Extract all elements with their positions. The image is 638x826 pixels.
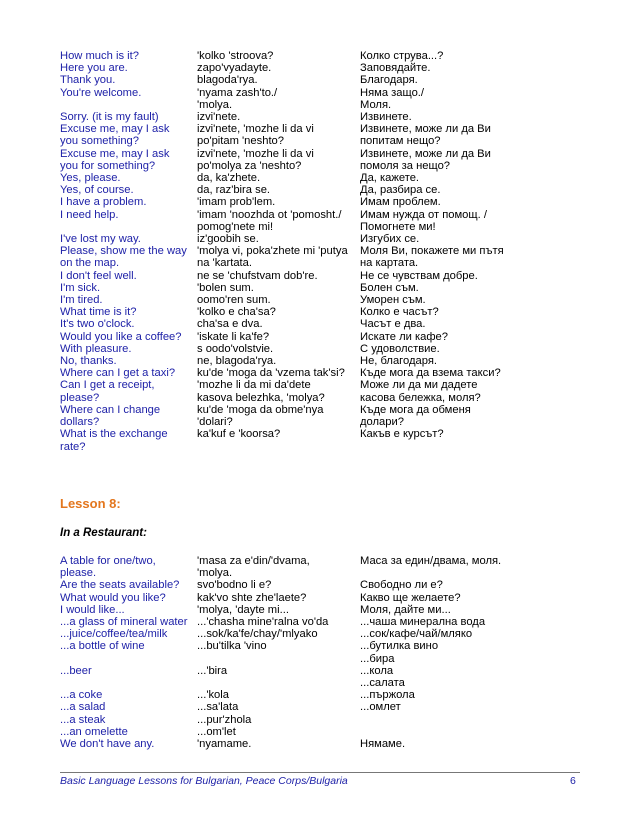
phrase-row [60,99,600,111]
transliteration: ...sok/ka'fe/chay/'mlyako [197,628,318,641]
bulgarian-phrase [360,567,600,579]
english-phrase: We don't have any. [60,738,155,751]
english-phrase: Yes, please. [60,172,121,185]
english-phrase: ...juice/coffee/tea/milk [60,628,168,641]
bulgarian-phrase: ...сок/кафе/чай/мляко [360,628,473,641]
phrase-row [60,343,600,355]
bulgarian-phrase: помоля за нещо? [360,159,451,172]
transliteration: 'molya. [197,567,233,580]
phrase-row [60,567,600,579]
bulgarian-phrase: Не, благодаря. [360,355,437,368]
transliteration: s oodo'volstvie. [197,342,274,355]
bulgarian-phrase: Не се чувствам добре. [360,269,478,282]
english-phrase: please? [60,391,100,404]
bulgarian-phrase: ...чаша минерална вода [360,616,486,629]
bulgarian-phrase: С удоволствие. [360,342,440,355]
bulgarian-phrase: Свободно ли е? [360,579,443,592]
english-phrase: I would like... [60,603,125,616]
footer-title: Basic Language Lessons for Bulgarian, Peace Corps/Bulgaria [60,775,348,787]
phrase-row [60,665,600,677]
phrase-row [60,579,600,591]
english-phrase: Sorry. (it is my fault) [60,111,159,124]
bulgarian-phrase: ...салата [360,677,405,690]
phrase-row [60,233,600,245]
transliteration: ...om'let [197,725,236,738]
transliteration: 'imam prob'lem. [197,196,276,209]
phrase-row [60,123,600,135]
transliteration: 'mozhe li da mi da'dete [197,379,311,392]
transliteration: iz'goobih se. [197,233,259,246]
phrase-row [60,592,600,604]
transliteration: ...pur'zhola [197,713,252,726]
bulgarian-phrase: ...бира [360,652,395,665]
english-phrase: What is the exchange [60,428,168,441]
bulgarian-phrase: касова бележка, моля? [360,391,481,404]
phrase-row [60,628,600,640]
bulgarian-phrase: попитам нещо? [360,135,441,148]
transliteration: izvi'nete, 'mozhe li da vi [197,147,314,160]
phrase-row [60,555,600,567]
phrase-row [60,282,600,294]
english-phrase: What would you like? [60,591,166,604]
english-phrase: you for something? [60,159,156,172]
english-phrase: Yes, of course. [60,184,134,197]
transliteration: 'nyamame. [197,738,252,751]
english-phrase: I need help. [60,208,119,221]
transliteration: blagoda'rya. [197,74,258,87]
english-phrase: How much is it? [60,50,139,62]
footer-divider [60,772,580,773]
phrase-row [60,245,600,257]
english-phrase: ...a steak [60,713,106,726]
transliteration: cha'sa e dva. [197,318,263,331]
english-phrase: Excuse me, may I ask [60,123,170,136]
bulgarian-phrase: Къде мога да взема такси? [360,367,501,380]
phrase-row [60,331,600,343]
transliteration: kasova belezhka, 'molya? [197,391,325,404]
transliteration: da, raz'bira se. [197,184,271,197]
english-phrase: ...beer [60,664,92,677]
bulgarian-phrase: Моля, дайте ми... [360,603,451,616]
phrase-row [60,111,600,123]
phrase-row [60,416,600,428]
lesson-heading: Lesson 8: [60,496,121,511]
english-phrase: Where can I change [60,403,161,416]
english-phrase: I've lost my way. [60,233,141,246]
english-phrase [60,653,197,665]
bulgarian-phrase [360,714,600,726]
english-phrase: Thank you. [60,74,116,87]
phrase-row [60,653,600,665]
phrase-row [60,379,600,391]
page-number: 6 [570,775,576,787]
phrase-row [60,270,600,282]
transliteration: oomo'ren sum. [197,294,271,307]
bulgarian-phrase: Имам нужда от помощ. / [360,208,487,221]
phrase-row [60,640,600,652]
phrase-row [60,221,600,233]
bulgarian-phrase: Заповядайте. [360,62,431,75]
english-phrase: It's two o'clock. [60,318,135,331]
phrase-row [60,677,600,689]
transliteration: 'molya vi, poka'zhete mi 'putya [197,245,348,258]
english-phrase: Are the seats available? [60,579,180,592]
phrase-row [60,392,600,404]
bulgarian-phrase: Благодаря. [360,74,418,87]
phrase-row [60,604,600,616]
phrase-row [60,257,600,269]
bulgarian-phrase [360,441,600,453]
transliteration: ...'kola [197,689,229,702]
english-phrase: I have a problem. [60,196,147,209]
english-phrase [60,677,197,689]
phrase-row [60,355,600,367]
bulgarian-phrase: Маса за един/двама, моля. [360,555,502,567]
english-phrase: Would you like a coffee? [60,330,182,343]
transliteration: svo'bodno li e? [197,579,272,592]
english-phrase: A table for one/two, [60,555,156,567]
phrase-row [60,689,600,701]
transliteration: 'molya, 'dayte mi... [197,603,289,616]
bulgarian-phrase: Искате ли кафе? [360,330,448,343]
transliteration: ...bu'tilka 'vino [197,640,267,653]
english-phrase: You're welcome. [60,86,142,99]
bulgarian-phrase: ...омлет [360,701,401,714]
english-phrase: Can I get a receipt, [60,379,155,392]
english-phrase: Here you are. [60,62,128,75]
bulgarian-phrase [360,726,600,738]
transliteration: ne, blagoda'rya. [197,355,277,368]
bulgarian-phrase: Какъв е курсът? [360,428,444,441]
transliteration: pomog'nete mi! [197,220,274,233]
bulgarian-phrase: Да, кажете. [360,172,420,185]
bulgarian-phrase: Извинете. [360,111,412,124]
transliteration: 'kolko 'stroova? [197,50,274,62]
english-phrase: I'm sick. [60,281,101,294]
phrase-row [60,184,600,196]
english-phrase: ...a coke [60,689,103,702]
english-phrase: I don't feel well. [60,269,137,282]
phrase-row [60,714,600,726]
phrase-table-lesson-7 [60,50,600,453]
english-phrase: Excuse me, may I ask [60,147,170,160]
phrase-row [60,62,600,74]
phrase-row [60,87,600,99]
phrase-row [60,367,600,379]
english-phrase: you something? [60,135,139,148]
bulgarian-phrase: ...пържола [360,689,415,702]
transliteration: po'molya za 'neshto? [197,159,302,172]
bulgarian-phrase: Къде мога да обменя [360,403,471,416]
phrase-row [60,701,600,713]
bulgarian-phrase: Колко струва...? [360,50,444,62]
phrase-row [60,148,600,160]
transliteration [197,441,360,453]
transliteration: 'masa za e'din/'dvama, [197,555,310,567]
bulgarian-phrase: на картата. [360,257,419,270]
transliteration [197,653,360,665]
english-phrase: dollars? [60,416,100,429]
english-phrase: ...a glass of mineral water [60,616,188,629]
transliteration: ku'de 'moga da obme'nya [197,403,324,416]
bulgarian-phrase: ...бутилка вино [360,640,439,653]
english-phrase: With pleasure. [60,342,132,355]
bulgarian-phrase: Извинете, може ли да Ви [360,147,491,160]
phrase-row [60,726,600,738]
bulgarian-phrase: Няма защо./ [360,86,425,99]
transliteration: na 'kartata. [197,257,252,270]
bulgarian-phrase: Може ли да ми дадете [360,379,478,392]
transliteration: 'molya. [197,98,233,111]
phrase-row [60,441,600,453]
transliteration: kak'vo shte zhe'laete? [197,591,307,604]
english-phrase [60,99,197,111]
english-phrase: please. [60,567,97,580]
phrase-row [60,306,600,318]
phrase-row [60,404,600,416]
english-phrase: rate? [60,440,86,453]
bulgarian-phrase: Моля. [360,98,392,111]
transliteration: 'imam 'noozhda ot 'pomosht./ [197,208,342,221]
bulgarian-phrase: Изгубих се. [360,233,420,246]
transliteration: izvi'nete. [197,111,241,124]
phrase-table-restaurant [60,555,600,750]
phrase-row [60,160,600,172]
english-phrase: ...a salad [60,701,106,714]
bulgarian-phrase: Болен съм. [360,281,419,294]
phrase-row [60,318,600,330]
english-phrase: No, thanks. [60,355,117,368]
transliteration: ka'kuf e 'koorsa? [197,428,281,441]
transliteration: ku'de 'moga da 'vzema tak'si? [197,367,345,380]
transliteration: izvi'nete, 'mozhe li da vi [197,123,314,136]
phrase-row [60,172,600,184]
phrase-row [60,616,600,628]
transliteration [197,677,360,689]
section-subtitle: In a Restaurant: [60,527,147,539]
bulgarian-phrase: ...кола [360,664,394,677]
english-phrase: ...a bottle of wine [60,640,145,653]
english-phrase: ...an omelette [60,725,128,738]
transliteration: 'kolko e cha'sa? [197,306,276,319]
bulgarian-phrase: Помогнете ми! [360,220,436,233]
english-phrase: Where can I get a taxi? [60,367,176,380]
transliteration: zapo'vyadayte. [197,62,272,75]
english-phrase: Please, show me the way [60,245,187,258]
phrase-row [60,428,600,440]
transliteration: ...'bira [197,664,228,677]
phrase-row [60,50,600,62]
transliteration: 'bolen sum. [197,281,254,294]
phrase-row [60,738,600,750]
phrase-row [60,196,600,208]
english-phrase: I'm tired. [60,294,103,307]
bulgarian-phrase: Моля Ви, покажете ми пътя [360,245,504,258]
bulgarian-phrase: Нямаме. [360,738,406,751]
bulgarian-phrase: Имам проблем. [360,196,441,209]
transliteration: 'nyama zash'to./ [197,86,278,99]
english-phrase: What time is it? [60,306,137,319]
phrase-row [60,209,600,221]
transliteration: 'dolari? [197,416,233,429]
transliteration: po'pitam 'neshto? [197,135,284,148]
transliteration: da, ka'zhete. [197,172,261,185]
bulgarian-phrase: Какво ще желаете? [360,591,461,604]
bulgarian-phrase: Да, разбира се. [360,184,441,197]
transliteration: ne se 'chufstvam dob're. [197,269,318,282]
english-phrase: on the map. [60,257,120,270]
bulgarian-phrase: Извинете, може ли да Ви [360,123,491,136]
bulgarian-phrase: Уморен съм. [360,294,426,307]
phrase-row [60,135,600,147]
transliteration: ...sa'lata [197,701,239,714]
transliteration: 'iskate li ka'fe? [197,330,270,343]
bulgarian-phrase: долари? [360,416,404,429]
phrase-row [60,74,600,86]
bulgarian-phrase: Часът е два. [360,318,426,331]
transliteration: ...'chasha mine'ralna vo'da [197,616,329,629]
english-phrase [60,221,197,233]
phrase-row [60,294,600,306]
bulgarian-phrase: Колко е часът? [360,306,439,319]
